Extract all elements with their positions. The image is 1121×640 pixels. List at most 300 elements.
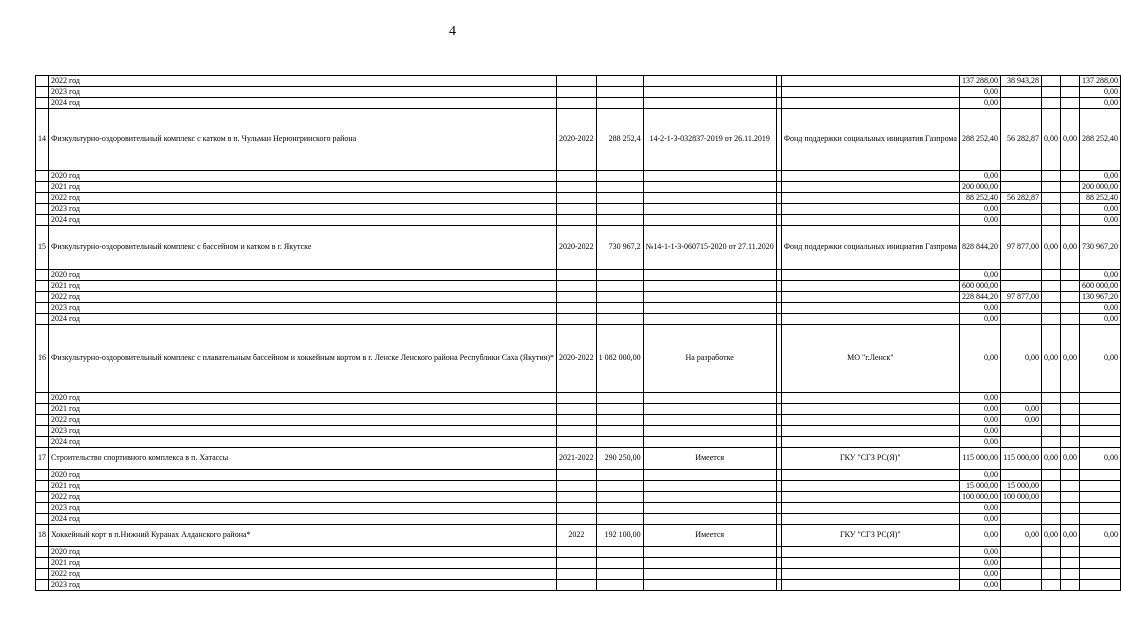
funding-source-cell xyxy=(781,470,959,481)
capacity-cell xyxy=(596,393,643,404)
year-row xyxy=(36,303,1121,314)
design-doc-cell: Имеется xyxy=(643,448,776,470)
year-label-cell: 2023 год xyxy=(49,87,557,98)
federal-budget-cell: 97 877,00 xyxy=(1000,292,1041,303)
funding-source-cell xyxy=(781,270,959,281)
year-label-cell: 2020 год xyxy=(49,547,557,558)
local-budget-cell: 0,00 xyxy=(1060,325,1079,393)
local-budget-cell xyxy=(1060,426,1079,437)
funding-source-cell xyxy=(781,580,959,591)
period-cell xyxy=(556,503,596,514)
regional-budget-cell xyxy=(1041,303,1060,314)
local-budget-cell xyxy=(1060,281,1079,292)
extrabudget-cell xyxy=(1079,503,1120,514)
design-doc-cell xyxy=(643,492,776,503)
funding-source-cell: ГКУ "СГЗ РС(Я)" xyxy=(781,448,959,470)
regional-budget-cell xyxy=(1041,492,1060,503)
row-number-cell xyxy=(36,393,49,404)
regional-budget-cell xyxy=(1041,404,1060,415)
design-doc-cell xyxy=(643,98,776,109)
design-doc-cell xyxy=(643,514,776,525)
funding-source-cell xyxy=(781,204,959,215)
total-cell: 0,00 xyxy=(959,303,1000,314)
year-row xyxy=(36,404,1121,415)
period-cell xyxy=(556,193,596,204)
design-doc-cell xyxy=(643,426,776,437)
extrabudget-cell xyxy=(1079,514,1120,525)
row-number-cell: 15 xyxy=(36,226,49,270)
local-budget-cell xyxy=(1060,569,1079,580)
federal-budget-cell: 15 000,00 xyxy=(1000,481,1041,492)
period-cell: 2021-2022 xyxy=(556,448,596,470)
capacity-cell xyxy=(596,204,643,215)
extrabudget-cell xyxy=(1079,558,1120,569)
row-number-cell xyxy=(36,281,49,292)
period-cell xyxy=(556,314,596,325)
total-cell: 0,00 xyxy=(959,314,1000,325)
regional-budget-cell xyxy=(1041,437,1060,448)
year-label-cell: 2024 год xyxy=(49,437,557,448)
row-number-cell xyxy=(36,270,49,281)
local-budget-cell xyxy=(1060,171,1079,182)
year-label-cell: 2022 год xyxy=(49,76,557,87)
funding-source-cell xyxy=(781,415,959,426)
extrabudget-cell: 0,00 xyxy=(1079,314,1120,325)
capacity-cell xyxy=(596,193,643,204)
object-name-cell: Физкультурно-оздоровительный комплекс с катком в п. Чульман Нерюнгринского района xyxy=(49,109,557,171)
row-number-cell xyxy=(36,171,49,182)
period-cell xyxy=(556,404,596,415)
extrabudget-cell: 137 288,00 xyxy=(1079,76,1120,87)
extrabudget-cell: 0,00 xyxy=(1079,270,1120,281)
extrabudget-cell: 0,00 xyxy=(1079,215,1120,226)
row-number-cell xyxy=(36,426,49,437)
row-number-cell xyxy=(36,292,49,303)
object-row xyxy=(36,109,1121,171)
row-number-cell xyxy=(36,503,49,514)
total-cell: 0,00 xyxy=(959,87,1000,98)
regional-budget-cell xyxy=(1041,76,1060,87)
federal-budget-cell xyxy=(1000,182,1041,193)
year-label-cell: 2020 год xyxy=(49,270,557,281)
object-name-cell: Физкультурно-оздоровительный комплекс с бассейном и катком в г. Якутске xyxy=(49,226,557,270)
period-cell xyxy=(556,182,596,193)
year-label-cell: 2022 год xyxy=(49,292,557,303)
year-row xyxy=(36,569,1121,580)
funding-source-cell xyxy=(781,303,959,314)
design-doc-cell xyxy=(643,393,776,404)
regional-budget-cell xyxy=(1041,171,1060,182)
year-label-cell: 2023 год xyxy=(49,503,557,514)
row-number-cell xyxy=(36,547,49,558)
capacity-cell xyxy=(596,215,643,226)
year-row xyxy=(36,270,1121,281)
regional-budget-cell xyxy=(1041,481,1060,492)
local-budget-cell xyxy=(1060,580,1079,591)
federal-budget-cell xyxy=(1000,314,1041,325)
period-cell xyxy=(556,204,596,215)
period-cell xyxy=(556,569,596,580)
funding-source-cell xyxy=(781,492,959,503)
funding-source-cell xyxy=(781,281,959,292)
regional-budget-cell xyxy=(1041,182,1060,193)
total-cell: 137 288,00 xyxy=(959,76,1000,87)
funding-source-cell xyxy=(781,404,959,415)
local-budget-cell xyxy=(1060,470,1079,481)
local-budget-cell: 0,00 xyxy=(1060,226,1079,270)
object-name-cell: Хоккейный корт в п.Нижний Куранах Алданского района* xyxy=(49,525,557,547)
design-doc-cell xyxy=(643,303,776,314)
year-label-cell: 2024 год xyxy=(49,514,557,525)
local-budget-cell xyxy=(1060,415,1079,426)
year-label-cell: 2022 год xyxy=(49,415,557,426)
extrabudget-cell xyxy=(1079,492,1120,503)
total-cell: 0,00 xyxy=(959,404,1000,415)
row-number-cell xyxy=(36,87,49,98)
extrabudget-cell: 288 252,40 xyxy=(1079,109,1120,171)
row-number-cell xyxy=(36,404,49,415)
row-number-cell xyxy=(36,514,49,525)
extrabudget-cell xyxy=(1079,580,1120,591)
object-row xyxy=(36,448,1121,470)
year-label-cell: 2021 год xyxy=(49,558,557,569)
period-cell xyxy=(556,76,596,87)
capacity-cell xyxy=(596,98,643,109)
total-cell: 0,00 xyxy=(959,558,1000,569)
extrabudget-cell xyxy=(1079,481,1120,492)
regional-budget-cell xyxy=(1041,558,1060,569)
total-cell: 0,00 xyxy=(959,437,1000,448)
total-cell: 828 844,20 xyxy=(959,226,1000,270)
period-cell xyxy=(556,415,596,426)
total-cell: 0,00 xyxy=(959,98,1000,109)
capacity-cell: 288 252,4 xyxy=(596,109,643,171)
year-label-cell: 2021 год xyxy=(49,281,557,292)
row-number-cell xyxy=(36,437,49,448)
capacity-cell xyxy=(596,569,643,580)
regional-budget-cell xyxy=(1041,415,1060,426)
row-number-cell: 14 xyxy=(36,109,49,171)
period-cell: 2020-2022 xyxy=(556,325,596,393)
object-row xyxy=(36,226,1121,270)
federal-budget-cell: 0,00 xyxy=(1000,325,1041,393)
capacity-cell: 192 100,00 xyxy=(596,525,643,547)
total-cell: 0,00 xyxy=(959,525,1000,547)
year-label-cell: 2022 год xyxy=(49,492,557,503)
federal-budget-cell: 56 282,87 xyxy=(1000,193,1041,204)
total-cell: 0,00 xyxy=(959,171,1000,182)
local-budget-cell xyxy=(1060,204,1079,215)
object-row xyxy=(36,525,1121,547)
capacity-cell xyxy=(596,580,643,591)
period-cell xyxy=(556,470,596,481)
capacity-cell xyxy=(596,76,643,87)
row-number-cell xyxy=(36,76,49,87)
capacity-cell xyxy=(596,470,643,481)
year-row xyxy=(36,193,1121,204)
regional-budget-cell xyxy=(1041,314,1060,325)
year-label-cell: 2021 год xyxy=(49,182,557,193)
federal-budget-cell: 38 943,28 xyxy=(1000,76,1041,87)
total-cell: 100 000,00 xyxy=(959,492,1000,503)
federal-budget-cell: 56 282,87 xyxy=(1000,109,1041,171)
design-doc-cell xyxy=(643,87,776,98)
funding-source-cell xyxy=(781,215,959,226)
period-cell xyxy=(556,87,596,98)
object-row xyxy=(36,325,1121,393)
extrabudget-cell xyxy=(1079,547,1120,558)
year-label-cell: 2022 год xyxy=(49,569,557,580)
row-number-cell xyxy=(36,470,49,481)
row-number-cell: 17 xyxy=(36,448,49,470)
total-cell: 88 252,40 xyxy=(959,193,1000,204)
capacity-cell xyxy=(596,87,643,98)
regional-budget-cell xyxy=(1041,292,1060,303)
funding-source-cell xyxy=(781,426,959,437)
local-budget-cell xyxy=(1060,503,1079,514)
extrabudget-cell: 0,00 xyxy=(1079,204,1120,215)
design-doc-cell xyxy=(643,558,776,569)
year-row xyxy=(36,314,1121,325)
extrabudget-cell xyxy=(1079,470,1120,481)
design-doc-cell xyxy=(643,171,776,182)
federal-budget-cell xyxy=(1000,437,1041,448)
period-cell xyxy=(556,492,596,503)
year-row xyxy=(36,182,1121,193)
period-cell xyxy=(556,558,596,569)
regional-budget-cell xyxy=(1041,503,1060,514)
regional-budget-cell xyxy=(1041,470,1060,481)
design-doc-cell xyxy=(643,204,776,215)
year-row xyxy=(36,426,1121,437)
total-cell: 0,00 xyxy=(959,393,1000,404)
local-budget-cell xyxy=(1060,481,1079,492)
year-row xyxy=(36,393,1121,404)
local-budget-cell: 0,00 xyxy=(1060,525,1079,547)
design-doc-cell xyxy=(643,182,776,193)
total-cell: 0,00 xyxy=(959,503,1000,514)
total-cell: 0,00 xyxy=(959,514,1000,525)
total-cell: 0,00 xyxy=(959,580,1000,591)
period-cell xyxy=(556,514,596,525)
period-cell xyxy=(556,215,596,226)
regional-budget-cell xyxy=(1041,87,1060,98)
year-row xyxy=(36,87,1121,98)
federal-budget-cell xyxy=(1000,171,1041,182)
row-number-cell xyxy=(36,492,49,503)
period-cell xyxy=(556,481,596,492)
funding-source-cell xyxy=(781,171,959,182)
period-cell xyxy=(556,270,596,281)
design-doc-cell xyxy=(643,580,776,591)
total-cell: 288 252,40 xyxy=(959,109,1000,171)
local-budget-cell: 0,00 xyxy=(1060,109,1079,171)
extrabudget-cell xyxy=(1079,415,1120,426)
extrabudget-cell: 0,00 xyxy=(1079,325,1120,393)
extrabudget-cell xyxy=(1079,393,1120,404)
federal-budget-cell xyxy=(1000,270,1041,281)
row-number-cell xyxy=(36,580,49,591)
total-cell: 600 000,00 xyxy=(959,281,1000,292)
federal-budget-cell xyxy=(1000,580,1041,591)
year-label-cell: 2022 год xyxy=(49,193,557,204)
federal-budget-cell xyxy=(1000,503,1041,514)
local-budget-cell xyxy=(1060,514,1079,525)
capacity-cell xyxy=(596,503,643,514)
federal-budget-cell: 115 000,00 xyxy=(1000,448,1041,470)
federal-budget-cell xyxy=(1000,281,1041,292)
funding-source-cell xyxy=(781,292,959,303)
local-budget-cell xyxy=(1060,492,1079,503)
local-budget-cell xyxy=(1060,292,1079,303)
design-doc-cell xyxy=(643,281,776,292)
regional-budget-cell xyxy=(1041,580,1060,591)
capacity-cell: 290 250,00 xyxy=(596,448,643,470)
design-doc-cell xyxy=(643,193,776,204)
total-cell: 0,00 xyxy=(959,215,1000,226)
federal-budget-cell: 0,00 xyxy=(1000,525,1041,547)
extrabudget-cell xyxy=(1079,404,1120,415)
row-number-cell xyxy=(36,215,49,226)
period-cell xyxy=(556,426,596,437)
period-cell xyxy=(556,437,596,448)
local-budget-cell xyxy=(1060,303,1079,314)
regional-budget-cell xyxy=(1041,270,1060,281)
funding-source-cell xyxy=(781,514,959,525)
regional-budget-cell xyxy=(1041,426,1060,437)
year-label-cell: 2023 год xyxy=(49,580,557,591)
period-cell: 2020-2022 xyxy=(556,226,596,270)
total-cell: 0,00 xyxy=(959,470,1000,481)
regional-budget-cell: 0,00 xyxy=(1041,525,1060,547)
extrabudget-cell: 0,00 xyxy=(1079,303,1120,314)
year-label-cell: 2024 год xyxy=(49,215,557,226)
federal-budget-cell: 97 877,00 xyxy=(1000,226,1041,270)
extrabudget-cell: 200 000,00 xyxy=(1079,182,1120,193)
capacity-cell: 730 967,2 xyxy=(596,226,643,270)
period-cell xyxy=(556,393,596,404)
total-cell: 0,00 xyxy=(959,547,1000,558)
funding-source-cell xyxy=(781,87,959,98)
capacity-cell xyxy=(596,547,643,558)
local-budget-cell xyxy=(1060,558,1079,569)
regional-budget-cell xyxy=(1041,204,1060,215)
year-label-cell: 2024 год xyxy=(49,98,557,109)
capacity-cell xyxy=(596,404,643,415)
row-number-cell xyxy=(36,558,49,569)
local-budget-cell xyxy=(1060,437,1079,448)
design-doc-cell xyxy=(643,470,776,481)
design-doc-cell: Имеется xyxy=(643,525,776,547)
extrabudget-cell: 0,00 xyxy=(1079,525,1120,547)
table-body xyxy=(36,76,1121,591)
funding-source-cell: Фонд поддержки социальных инициатив Газпрома xyxy=(781,226,959,270)
period-cell xyxy=(556,303,596,314)
regional-budget-cell xyxy=(1041,547,1060,558)
regional-budget-cell: 0,00 xyxy=(1041,226,1060,270)
regional-budget-cell xyxy=(1041,514,1060,525)
federal-budget-cell xyxy=(1000,426,1041,437)
period-cell xyxy=(556,281,596,292)
capacity-cell xyxy=(596,270,643,281)
total-cell: 15 000,00 xyxy=(959,481,1000,492)
period-cell xyxy=(556,98,596,109)
funding-source-cell: ГКУ "СГЗ РС(Я)" xyxy=(781,525,959,547)
year-row xyxy=(36,98,1121,109)
regional-budget-cell: 0,00 xyxy=(1041,325,1060,393)
capacity-cell xyxy=(596,303,643,314)
year-row xyxy=(36,558,1121,569)
row-number-cell xyxy=(36,481,49,492)
period-cell: 2022 xyxy=(556,525,596,547)
extrabudget-cell: 0,00 xyxy=(1079,171,1120,182)
total-cell: 228 844,20 xyxy=(959,292,1000,303)
local-budget-cell xyxy=(1060,547,1079,558)
extrabudget-cell: 88 252,40 xyxy=(1079,193,1120,204)
capacity-cell xyxy=(596,514,643,525)
year-row xyxy=(36,470,1121,481)
local-budget-cell xyxy=(1060,314,1079,325)
year-label-cell: 2021 год xyxy=(49,481,557,492)
funding-source-cell xyxy=(781,182,959,193)
page-number: 4 xyxy=(449,24,456,39)
row-number-cell xyxy=(36,415,49,426)
funding-source-cell xyxy=(781,481,959,492)
design-doc-cell xyxy=(643,437,776,448)
funding-source-cell xyxy=(781,314,959,325)
funding-source-cell xyxy=(781,569,959,580)
design-doc-cell: №14-1-1-3-060715-2020 от 27.11.2020 xyxy=(643,226,776,270)
design-doc-cell xyxy=(643,76,776,87)
funding-source-cell xyxy=(781,98,959,109)
total-cell: 0,00 xyxy=(959,204,1000,215)
regional-budget-cell: 0,00 xyxy=(1041,448,1060,470)
total-cell: 0,00 xyxy=(959,270,1000,281)
year-label-cell: 2020 год xyxy=(49,393,557,404)
period-cell xyxy=(556,547,596,558)
year-row xyxy=(36,204,1121,215)
extrabudget-cell xyxy=(1079,437,1120,448)
design-doc-cell xyxy=(643,314,776,325)
total-cell: 200 000,00 xyxy=(959,182,1000,193)
design-doc-cell xyxy=(643,415,776,426)
year-label-cell: 2020 год xyxy=(49,470,557,481)
year-label-cell: 2023 год xyxy=(49,303,557,314)
federal-budget-cell xyxy=(1000,87,1041,98)
year-row xyxy=(36,292,1121,303)
row-number-cell: 16 xyxy=(36,325,49,393)
capacity-cell: 1 082 000,00 xyxy=(596,325,643,393)
federal-budget-cell xyxy=(1000,215,1041,226)
design-doc-cell xyxy=(643,270,776,281)
row-number-cell: 18 xyxy=(36,525,49,547)
row-number-cell xyxy=(36,569,49,580)
design-doc-cell xyxy=(643,215,776,226)
total-cell: 0,00 xyxy=(959,415,1000,426)
period-cell xyxy=(556,580,596,591)
design-doc-cell: На разработке xyxy=(643,325,776,393)
period-cell xyxy=(556,292,596,303)
row-number-cell xyxy=(36,193,49,204)
local-budget-cell xyxy=(1060,393,1079,404)
row-number-cell xyxy=(36,182,49,193)
regional-budget-cell xyxy=(1041,281,1060,292)
funding-source-cell xyxy=(781,547,959,558)
local-budget-cell xyxy=(1060,182,1079,193)
year-row xyxy=(36,437,1121,448)
capacity-cell xyxy=(596,492,643,503)
regional-budget-cell xyxy=(1041,98,1060,109)
